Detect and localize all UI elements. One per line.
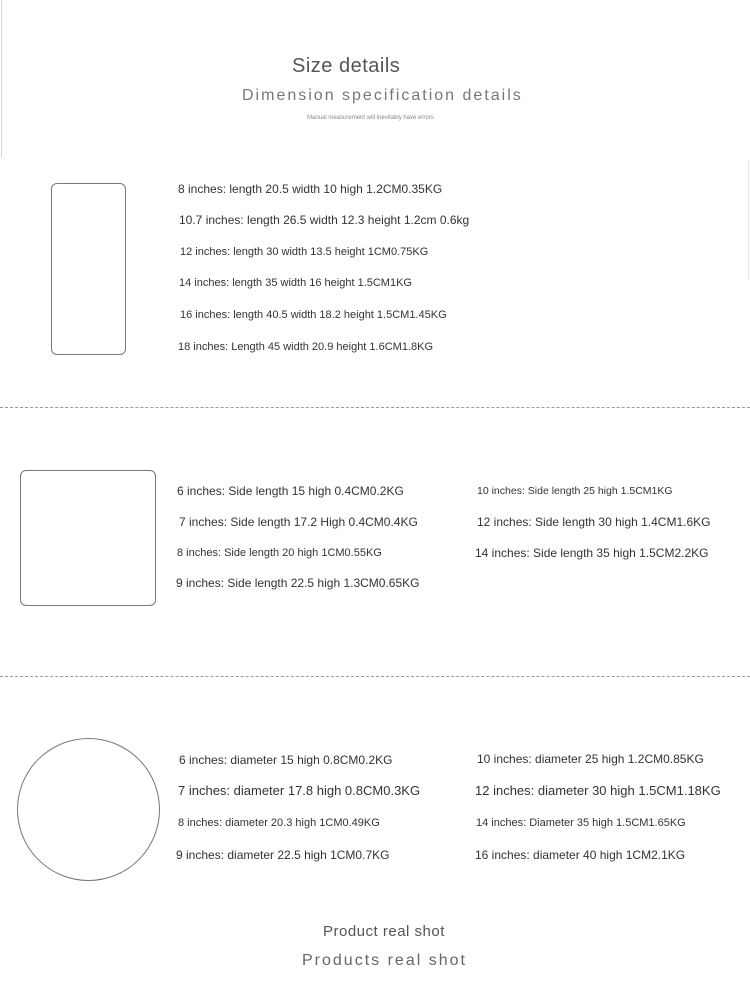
rect-spec-12in: 12 inches: length 30 width 13.5 height 1CM0.75KG — [180, 246, 429, 258]
square-spec-8in: 8 inches: Side length 20 high 1CM0.55KG — [177, 547, 382, 559]
measurement-note: Manual measurement will inevitably have errors — [307, 115, 434, 121]
circle-spec-9in: 9 inches: diameter 22.5 high 1CM0.7KG — [176, 848, 390, 862]
footer-subtitle: Products real shot — [302, 952, 467, 969]
rect-spec-18in: 18 inches: Length 45 width 20.9 height 1.6CM1.8KG — [178, 341, 434, 353]
square-spec-10in: 10 inches: Side length 25 high 1.5CM1KG — [477, 485, 673, 497]
section-divider — [0, 407, 750, 408]
page-title: Size details — [292, 55, 401, 77]
square-spec-12in: 12 inches: Side length 30 high 1.4CM1.6KG — [477, 515, 711, 529]
rectangle-shape-icon — [51, 183, 126, 355]
rect-spec-10-7in: 10.7 inches: length 26.5 width 12.3 height 1.2cm 0.6kg — [179, 213, 470, 227]
circle-spec-10in: 10 inches: diameter 25 high 1.2CM0.85KG — [477, 752, 704, 766]
circle-spec-8in: 8 inches: diameter 20.3 high 1CM0.49KG — [178, 817, 380, 829]
circle-spec-16in: 16 inches: diameter 40 high 1CM2.1KG — [475, 848, 686, 862]
circle-spec-14in: 14 inches: Diameter 35 high 1.5CM1.65KG — [476, 817, 686, 829]
section-divider — [0, 676, 750, 677]
square-spec-9in: 9 inches: Side length 22.5 high 1.3CM0.65KG — [176, 576, 420, 590]
rect-spec-16in: 16 inches: length 40.5 width 18.2 height 1.5CM1.45KG — [180, 309, 447, 321]
square-shape-icon — [20, 470, 156, 606]
page-subtitle: Dimension specification details — [242, 87, 523, 104]
footer-title: Product real shot — [323, 923, 445, 940]
circle-spec-12in: 12 inches: diameter 30 high 1.5CM1.18KG — [475, 783, 721, 798]
rect-spec-8in: 8 inches: length 20.5 width 10 high 1.2CM0.35KG — [178, 182, 443, 196]
square-spec-7in: 7 inches: Side length 17.2 High 0.4CM0.4KG — [179, 515, 418, 529]
left-edge-line — [1, 0, 2, 158]
circle-spec-7in: 7 inches: diameter 17.8 high 0.8CM0.3KG — [178, 783, 421, 798]
right-edge-line — [748, 160, 749, 280]
square-spec-14in: 14 inches: Side length 35 high 1.5CM2.2KG — [475, 546, 709, 560]
circle-spec-6in: 6 inches: diameter 15 high 0.8CM0.2KG — [179, 753, 393, 767]
square-spec-6in: 6 inches: Side length 15 high 0.4CM0.2KG — [177, 484, 404, 498]
rect-spec-14in: 14 inches: length 35 width 16 height 1.5CM1KG — [179, 277, 412, 289]
circle-shape-icon — [17, 738, 160, 881]
